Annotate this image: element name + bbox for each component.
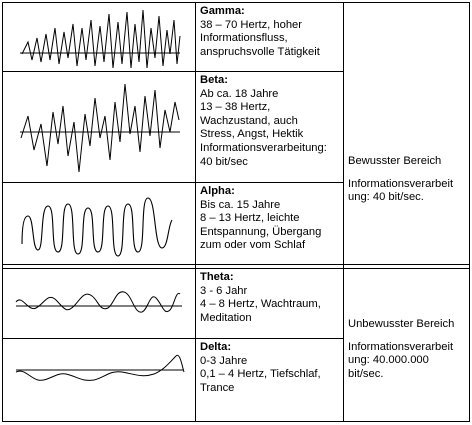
unconscious-info-line: bit/sec. [348,367,384,380]
conscious-info-line: Informationsverarbeit [348,177,454,190]
theta-line: Meditation [200,311,252,324]
row-divider-theta-delta [2,338,344,339]
alpha-line: Entspannung, Übergang [200,225,322,238]
theta-wave-graphic [4,272,190,336]
table-border-bottom [2,421,470,422]
beta-line: Stress, Angst, Hektik [200,128,304,141]
group-divider-b [2,268,470,269]
beta-wave-graphic [4,76,190,178]
beta-title: Beta: [200,74,228,86]
beta-line: 40 bit/sec [200,155,248,168]
conscious-info [348,178,470,205]
column-divider-1 [195,2,196,422]
delta-line: Trance [200,381,235,394]
alpha-title: Alpha: [200,185,235,197]
beta-line: 13 – 38 Hertz, [200,101,271,114]
table-border-top [2,2,470,3]
alpha-description [200,185,321,253]
unconscious-info [348,341,470,382]
unconscious-region-label: Unbewusster Bereich [348,318,455,330]
delta-line: 0,1 – 4 Hertz, Tiefschlaf, [200,368,321,381]
alpha-line: zum oder vom Schlaf [200,239,306,252]
table-border-left [2,2,3,422]
delta-description [200,341,321,395]
group-divider-a [2,264,470,265]
delta-wave-graphic [4,342,190,418]
gamma-line: anspruchsvolle Tätigkeit [200,45,320,58]
beta-line: Ab ca. 18 Jahre [200,87,279,100]
theta-title: Theta: [200,271,234,283]
alpha-line: 8 – 13 Hertz, leichte [200,212,300,225]
conscious-region-label: Bewusster Bereich [348,155,442,167]
alpha-wave-graphic [4,186,190,262]
gamma-title: Gamma: [200,5,245,17]
row-divider-beta-alpha [2,182,344,183]
gamma-line: Informationsfluss, [200,32,288,45]
unconscious-region-cell [348,318,470,381]
gamma-wave-graphic [4,6,190,68]
beta-line: Informationsverarbeitung: [200,141,327,154]
row-divider-gamma-beta [2,71,344,72]
theta-line: 3 - 6 Jahr [200,284,248,297]
beta-description [200,74,327,169]
gamma-description [200,5,320,59]
theta-description [200,271,321,325]
conscious-region-cell [348,155,470,205]
gamma-line: 38 – 70 Hertz, hoher [200,18,302,31]
column-divider-2 [343,2,344,422]
theta-line: 4 – 8 Hertz, Wachtraum, [200,298,321,311]
conscious-info-line: ung: 40 bit/sec. [348,191,424,204]
delta-title: Delta: [200,341,232,353]
unconscious-info-line: ung: 40.000.000 [348,354,429,367]
beta-line: Wachzustand, auch [200,114,298,127]
unconscious-info-line: Informationsverarbeit [348,340,454,353]
delta-line: 0-3 Jahre [200,354,248,367]
alpha-line: Bis ca. 15 Jahre [200,198,281,211]
